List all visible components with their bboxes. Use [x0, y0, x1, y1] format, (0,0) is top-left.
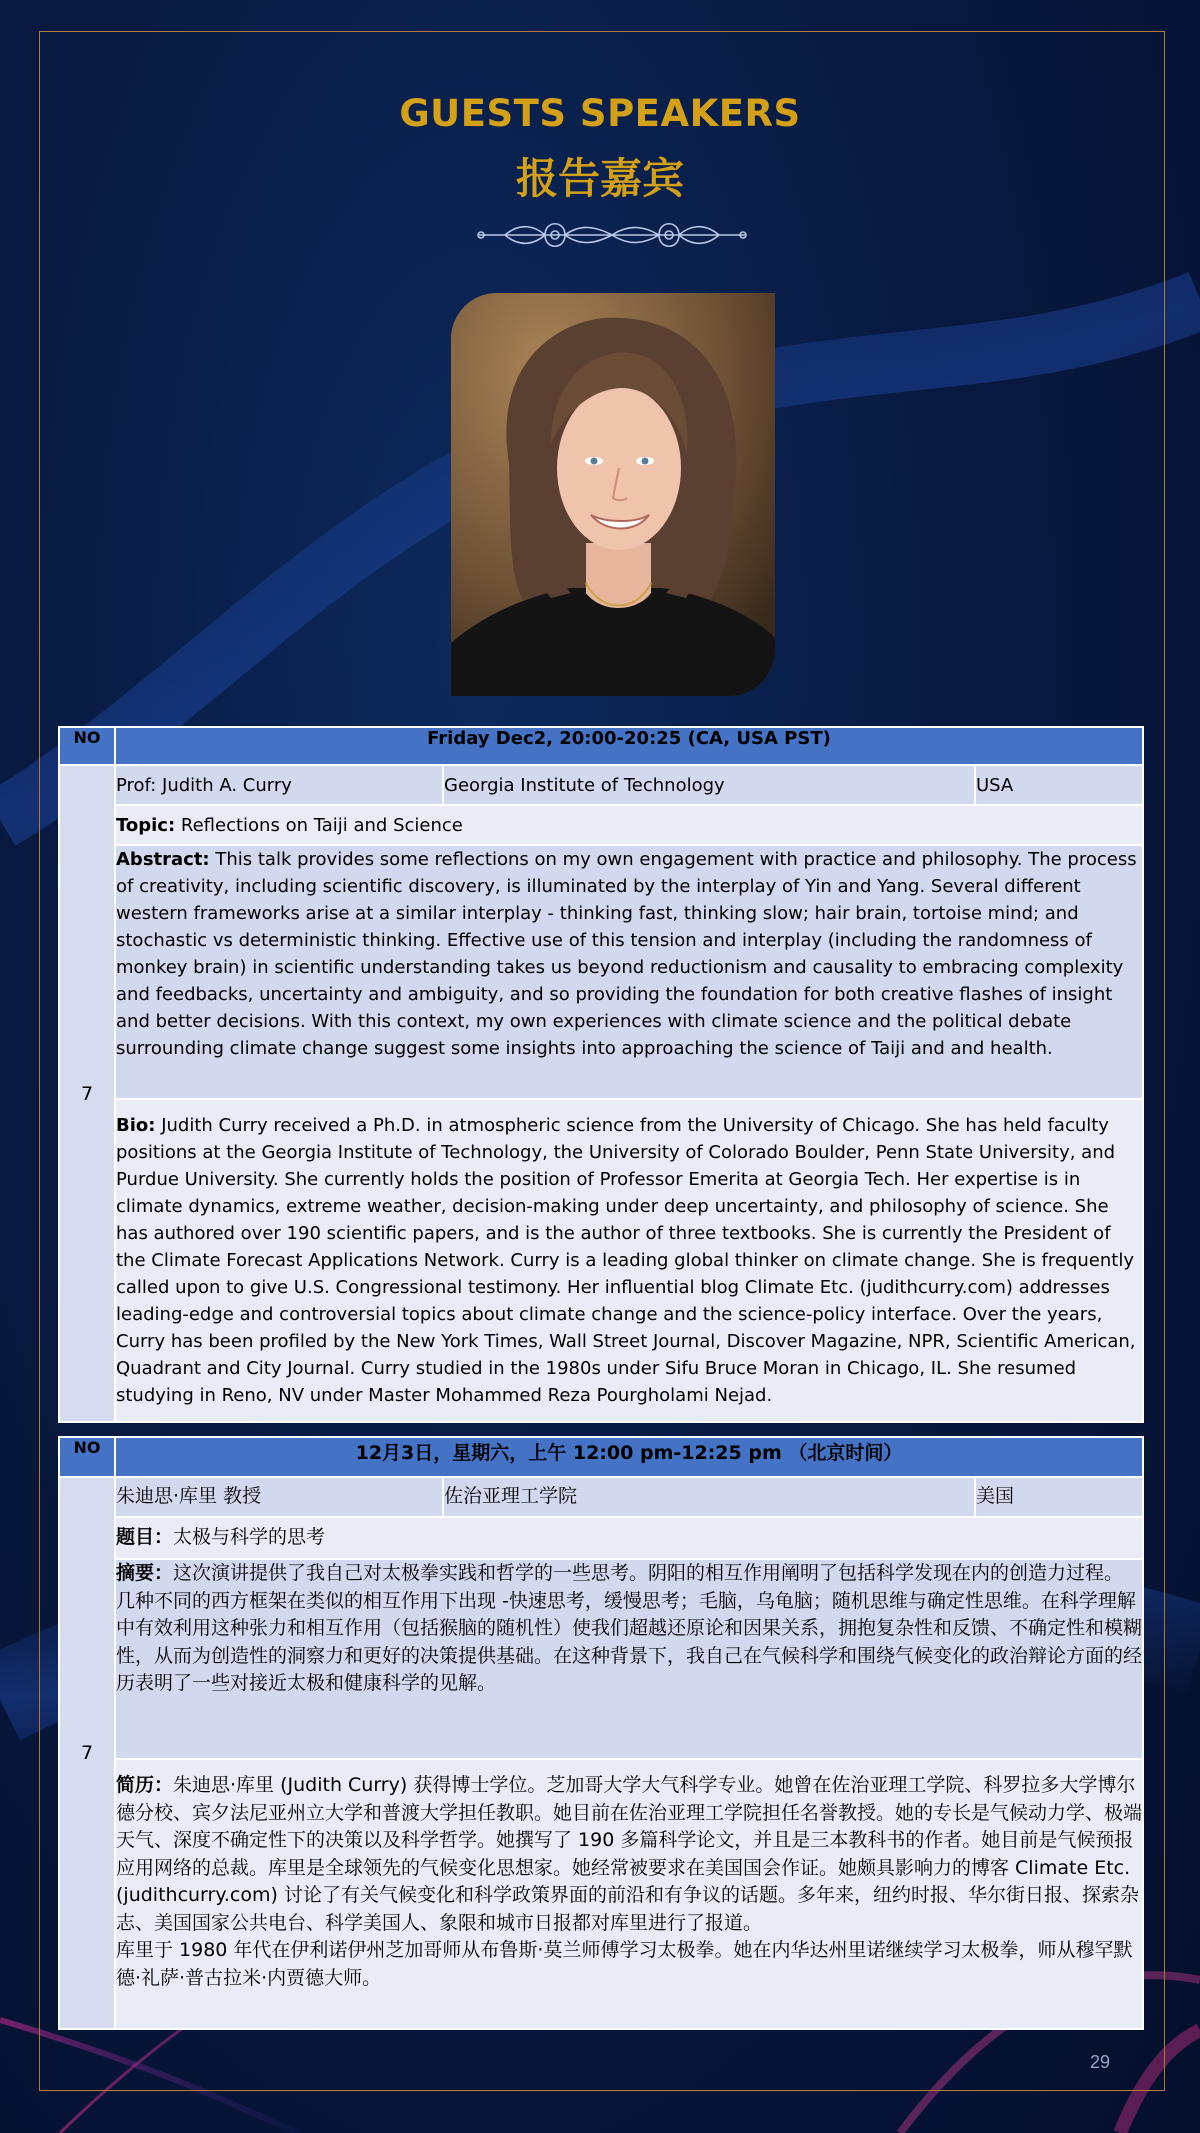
- speaker-table-chinese: [58, 1436, 1144, 2030]
- abstract-label: Abstract:: [116, 849, 210, 870]
- speaker-institution: Georgia Institute of Technology: [443, 765, 975, 805]
- title-chinese: 报告嘉宾: [515, 154, 684, 203]
- session-datetime: Friday Dec2, 20:00-20:25 (CA, USA PST): [115, 727, 1143, 765]
- speaker-number-zh: 7: [59, 1477, 115, 2029]
- talk-topic-zh: [115, 1517, 1143, 1559]
- bio-text-zh-2: 库里于 1980 年代在伊利诺伊州芝加哥师从布鲁斯·莫兰师傅学习太极拳。她在内华达州里诺继续学习太极拳，师从穆罕默德·礼萨·普古拉米·内贾德大师。: [116, 1939, 1133, 1989]
- speaker-table-english: [58, 726, 1144, 1423]
- topic-label: Topic:: [116, 814, 176, 836]
- speaker-bio-zh: [115, 1759, 1143, 2029]
- title-english: GUESTS SPEAKERS: [399, 92, 801, 135]
- abstract-text: This talk provides some reflections on my own engagement with practice and philosophy. The process of creativity, including scientific discovery, is illuminated by the interplay of Yin and Yang. Several different western frameworks arise at a similar interplay - thinking fast, thinking slow; hair brain, tortoise mind; and stochastic vs deterministic thinking. Effective use of this tension and interplay (including the randomness of monkey brain) in scientific understanding takes us beyond reductionism and causality to embracing complexity and feedbacks, uncertainty and ambiguity, and so providing the foundation for both creative flashes of insight and better decisions. With this context, my own experiences with climate science and the political debate surrounding climate change suggest some insights into approaching the science of Taiji and and health.: [116, 849, 1137, 1059]
- session-datetime-zh: 12月3日，星期六，上午 12:00 pm-12:25 pm （北京时间）: [115, 1437, 1143, 1477]
- speaker-number: 7: [59, 765, 115, 1422]
- speaker-country: USA: [975, 765, 1143, 805]
- speaker-name-zh: 朱迪思·库里 教授: [115, 1477, 443, 1517]
- no-header: NO: [59, 727, 115, 765]
- bio-label: Bio:: [116, 1115, 156, 1136]
- speaker-portrait: [451, 293, 775, 696]
- abstract-label-zh: 摘要：: [116, 1562, 174, 1584]
- talk-topic: [115, 805, 1143, 845]
- page-number: 29: [1089, 2052, 1111, 2072]
- topic-label-zh: 题目：: [116, 1526, 174, 1549]
- speaker-country-zh: 美国: [975, 1477, 1143, 1517]
- speaker-institution-zh: 佐治亚理工学院: [443, 1477, 975, 1517]
- no-header-zh: NO: [59, 1437, 115, 1477]
- portrait-illustration: [451, 293, 775, 696]
- topic-text-zh: 太极与科学的思考: [173, 1526, 326, 1549]
- bio-text: Judith Curry received a Ph.D. in atmospheric science from the University of Chicago. She has held faculty positions at the Georgia Institute of Technology, the University of Colorado Boulder, Penn State University, and Purdue University. She currently holds the position of Professor Emerita at Georgia Tech. Her expertise is in climate dynamics, extreme weather, decision-making under deep uncertainty, and philosophy of science. She has authored over 190 scientific papers, and is the author of three textbooks. She is currently the President of the Climate Forecast Applications Network. Curry is a leading global thinker on climate change. She is frequently called upon to give U.S. Congressional testimony. Her influential blog Climate Etc. (judithcurry.com) addresses leading-edge and controversial topics about climate change and the science-policy interface. Over the years, Curry has been profiled by the New York Times, Wall Street Journal, Discover Magazine, NPR, Scientific American, Quadrant and City Journal. Curry studied in the 1980s under Sifu Bruce Moran in Chicago, IL. She resumed studying in Reno, NV under Master Mohammed Reza Pourgholami Nejad.: [116, 1115, 1136, 1406]
- topic-text: Reflections on Taiji and Science: [175, 814, 463, 836]
- bio-text-zh: 朱迪思·库里 (Judith Curry) 获得博士学位。芝加哥大学大气科学专业。她曾在佐治亚理工学院、科罗拉多大学博尔德分校、宾夕法尼亚州立大学和普渡大学担任教职。她目前在佐治亚理工学院担任名誉教授。她的专长是气候动力学、极端天气、深度不确定性下的决策以及科学哲学。她撰写了 190 多篇科学论文，并且是三本教科书的作者。她目前是气候预报应用网络的总裁。库里是全球领先的气候变化思想家。她经常被要求在美国国会作证。她颇具影响力的博客 Climate Etc. (judithcurry.com) 讨论了有关气候变化和科学政策界面的前沿和有争议的话题。多年来，纽约时报、华尔街日报、探索杂志、美国国家公共电台、科学美国人、象限和城市日报都对库里进行了报道。: [116, 1774, 1143, 1934]
- talk-abstract: [115, 845, 1143, 1099]
- speaker-bio: [115, 1099, 1143, 1422]
- bio-label-zh: 简历：: [116, 1774, 174, 1796]
- speaker-name: Prof: Judith A. Curry: [115, 765, 443, 805]
- ornament-divider: [475, 212, 749, 258]
- abstract-text-zh: 这次演讲提供了我自己对太极拳实践和哲学的一些思考。阴阳的相互作用阐明了包括科学发现在内的创造力过程。几种不同的西方框架在类似的相互作用下出现 -快速思考，缓慢思考；毛脑，乌龟脑；随机思维与确定性思维。在科学理解中有效利用这种张力和相互作用（包括猴脑的随机性）使我们超越还原论和因果关系，拥抱复杂性和反馈、不确定性和模糊性，从而为创造性的洞察力和更好的决策提供基础。在这种背景下，我自己在气候科学和围绕气候变化的政治辩论方面的经历表明了一些对接近太极和健康科学的见解。: [116, 1562, 1143, 1694]
- talk-abstract-zh: [115, 1559, 1143, 1759]
